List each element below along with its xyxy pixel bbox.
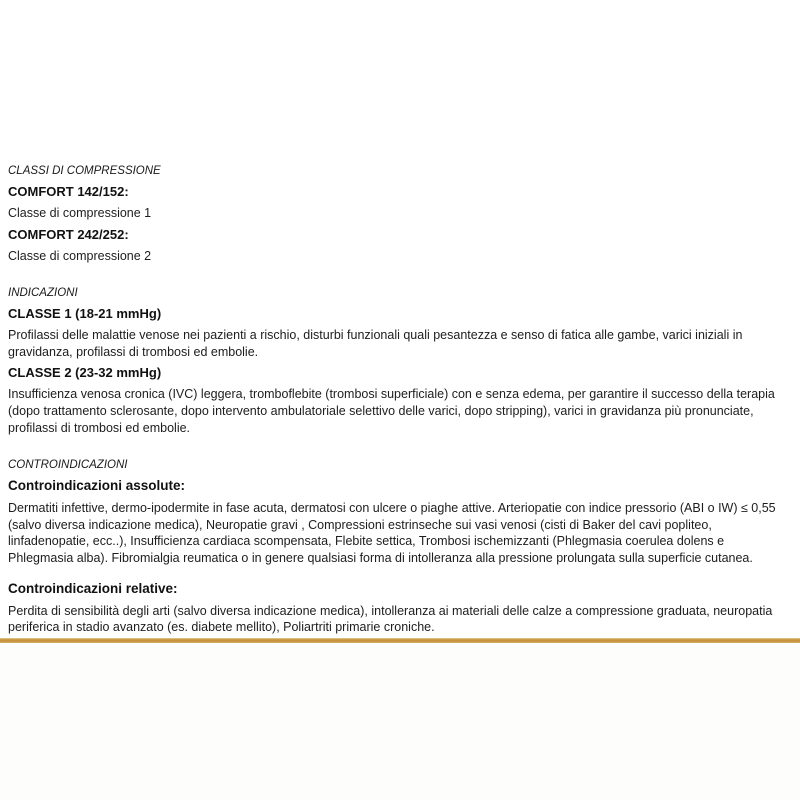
section-title-indications: INDICAZIONI — [8, 287, 78, 300]
label-classe-1: CLASSE 1 (18-21 mmHg) — [8, 306, 162, 322]
text-comfort-242-252: Classe di compressione 2 — [8, 248, 152, 263]
label-contraindications-relative: Controindicazioni relative: — [8, 580, 178, 596]
text-classe-2: Insufficienza venosa cronica (IVC) leggera, tromboflebite (trombosi superficiale) con e senza edema, per garantire il successo della terapia (dopo trattamento sclerosante, dopo intervento ambulatoriale selettivo delle varici, dopo stripping), varici in gravidanza più pronunciate, profilassi di trombosi ed embolie. — [8, 387, 775, 435]
section-compression-classes — [8, 164, 792, 264]
text-classe-1: Profilassi delle malattie venose nei pazienti a rischio, disturbi funzionali quali pesantezza e senso di fatica alle gambe, varici iniziali in gravidanza, profilassi di trombosi ed embolie. — [8, 328, 743, 359]
label-classe-2: CLASSE 2 (23-32 mmHg) — [8, 365, 162, 381]
section-title-compression-classes: CLASSI DI COMPRESSIONE — [8, 165, 161, 177]
gold-divider-rule — [0, 638, 800, 643]
section-contraindications — [8, 458, 792, 636]
label-contraindications-absolute: Controindicazioni assolute: — [8, 478, 186, 494]
section-title-contraindications: CONTROINDICAZIONI — [8, 459, 128, 472]
text-contraindications-absolute: Dermatiti infettive, dermo-ipodermite in fase acuta, dermatosi con ulcere o piaghe attive. Arteriopatie con indice pressorio (ABI o IW) ≤ 0,55 (salvo diversa indicazione medica), Neuropatie gravi , Compressioni estrinseche sui vasi venosi (cisti di Baker del cavi popliteo, linfadenopatie, ecc..), Insufficienza cardiaca scompensata, Flebite settica, Trombosi ischemizzanti (Phlegmasia coerulea dolens e Phlegmasia alba). Fibromialgia reumatica o in genere qualsiasi forma di intolleranza alla pressione prolungata sulla superficie cutanea. — [8, 501, 776, 565]
section-indications — [8, 286, 792, 436]
text-contraindications-relative: Perdita di sensibilità degli arti (salvo diversa indicazione medica), intolleranza ai materiali delle calze a compressione graduata, neuropatia periferica in stadio avanzato (es. diabete mellito), Poliartriti primarie croniche. — [8, 603, 773, 635]
label-comfort-142-152: COMFORT 142/152: — [8, 184, 129, 199]
text-comfort-142-152: Classe di compressione 1 — [8, 206, 152, 220]
footer-area — [0, 643, 800, 800]
label-comfort-242-252: COMFORT 242/252: — [8, 226, 129, 242]
